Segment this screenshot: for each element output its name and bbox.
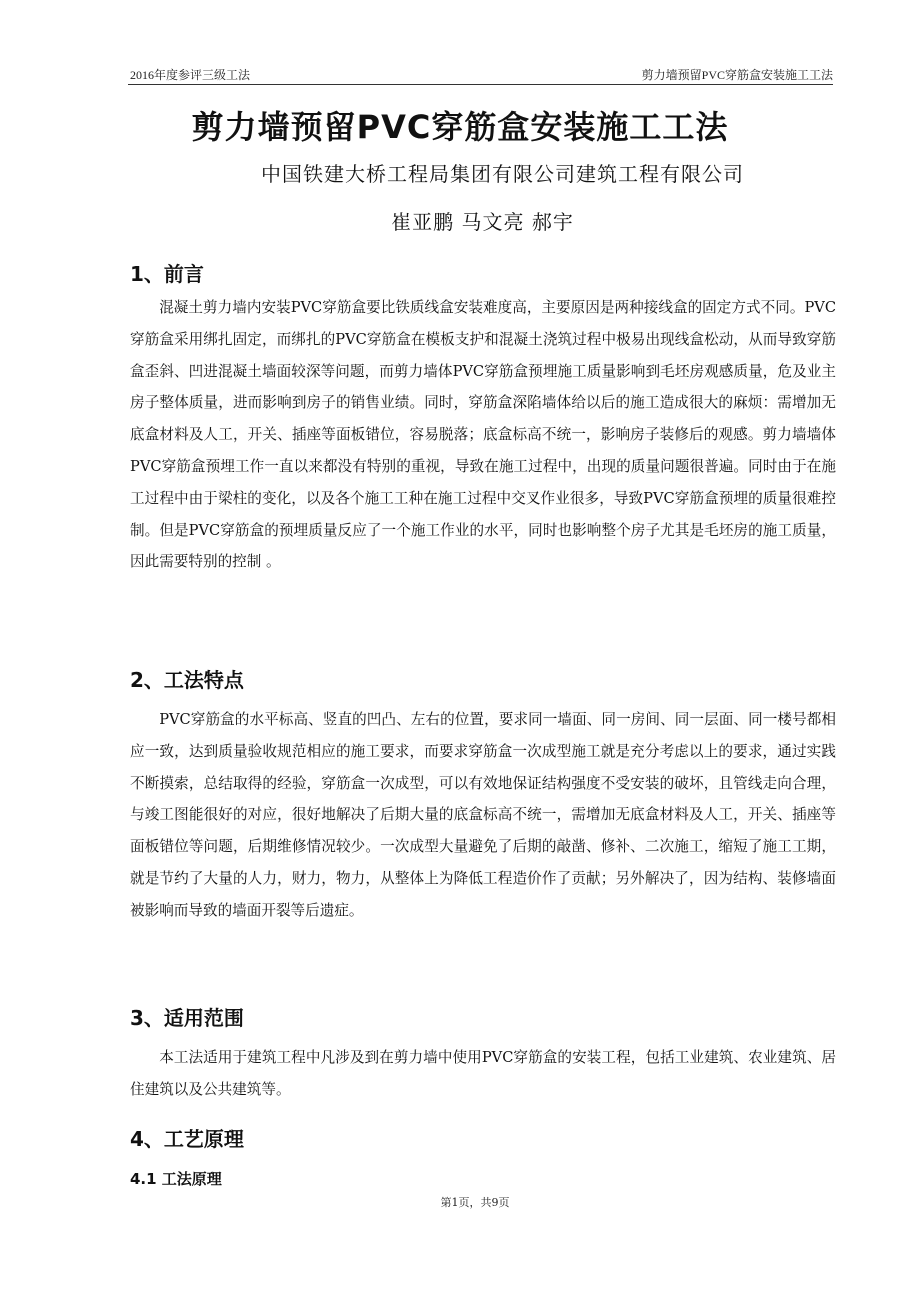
- subsection-heading-principle: 4.1 工法原理: [130, 1170, 222, 1188]
- document-title: 剪力墙预留PVC穿筋盒安装施工工法: [191, 108, 729, 146]
- section-paragraph-scope: 本工法适用于建筑工程中凡涉及到在剪力墙中使用PVC穿筋盒的安装工程，包括工业建筑、农业建筑、居住建筑以及公共建筑等。: [130, 1049, 836, 1098]
- section-paragraph-foreword: 混凝土剪力墙内安装PVC穿筋盒要比铁质线盒安装难度高，主要原因是两种接线盒的固定方式不同。PVC穿筋盒采用绑扎固定，而绑扎的PVC穿筋盒在模板支护和混凝土浇筑过程中极易出现线盒松动，从而导致穿筋盒歪斜、凹进混凝土墙面较深等问题，而剪力墙体PVC穿筋盒预埋施工质量影响到毛坯房观感质量，危及业主房子整体质量，进而影响到房子的销售业绩。同时，穿筋盒深陷墙体给以后的施工造成很大的麻烦：需增加无底盒材料及人工，开关、插座等面板错位，容易脱落；底盒标高不统一，影响房子装修后的观感。剪力墙墙体PVC穿筋盒预埋工作一直以来都没有特别的重视，导致在施工过程中，出现的质量问题很普遍。同时由于在施工过程中由于梁柱的变化，以及各个施工工种在施工过程中交叉作业很多，导致PVC穿筋盒预埋的质量很难控制。但是PVC穿筋盒的预埋质量反应了一个施工作业的水平，同时也影响整个房子尤其是毛坯房的施工质量，因此需要特别的控制 。: [130, 299, 836, 571]
- section-paragraph-features: PVC穿筋盒的水平标高、竖直的凹凸、左右的位置，要求同一墙面、同一房间、同一层面、同一楼号都相应一致，达到质量验收规范相应的施工要求，而要求穿筋盒一次成型施工就是充分考虑以上的要求，通过实践不断摸索，总结取得的经验，穿筋盒一次成型，可以有效地保证结构强度不受安装的破坏，且管线走向合理，与竣工图能很好的对应，很好地解决了后期大量的底盒标高不统一，需增加无底盒材料及人工，开关、插座等面板错位等问题，后期维修情况较少。一次成型大量避免了后期的敲凿、修补、二次施工，缩短了施工工期，就是节约了大量的人力，财力，物力，从整体上为降低工程造价作了贡献；另外解决了，因为结构、装修墙面被影响而导致的墙面开裂等后遗症。: [130, 711, 836, 919]
- section-heading-foreword: 1、前言: [130, 262, 204, 286]
- section-heading-principle: 4、工艺原理: [130, 1127, 244, 1151]
- header-left: 2016年度参评三级工法: [130, 68, 251, 82]
- page-footer: 第1页，共9页: [440, 1196, 510, 1209]
- organization: 中国铁建大桥工程局集团有限公司建筑工程有限公司: [261, 162, 744, 186]
- section-heading-features: 2、工法特点: [130, 668, 244, 692]
- header-rule: [128, 84, 833, 85]
- header-right: 剪力墙预留PVC穿筋盒安装施工工法: [641, 68, 833, 82]
- authors: 崔亚鹏 马文亮 郝宇: [391, 210, 574, 234]
- section-heading-scope: 3、适用范围: [130, 1006, 244, 1030]
